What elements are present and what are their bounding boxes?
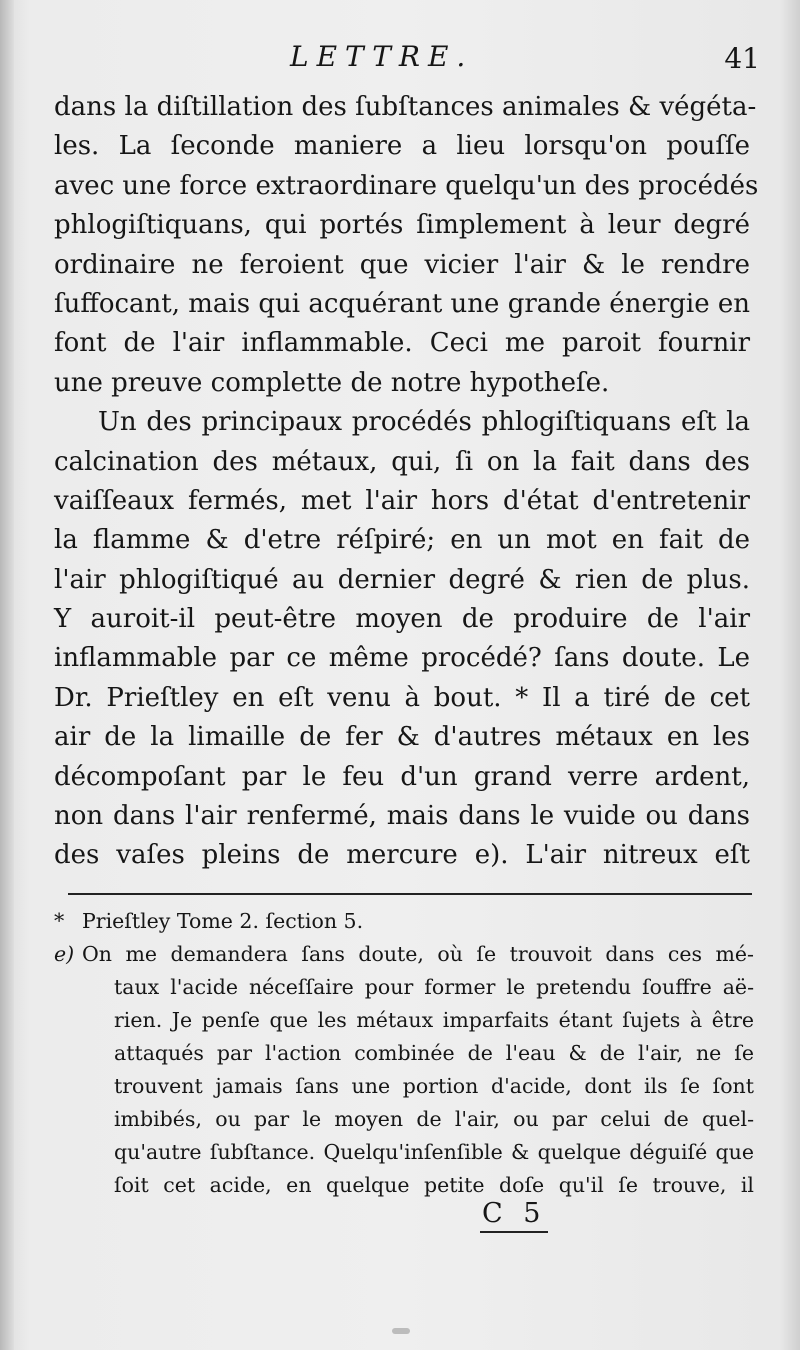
- footnote-text: trouvent jamais ſans une portion d'acide, dont ils ſe ſont: [114, 1074, 754, 1098]
- footnote-text: ſoit cet acide, en quelque petite doſe qu'il ſe trouve, il: [114, 1173, 754, 1197]
- page-edge-shadow: [0, 0, 14, 1350]
- text-line: non dans l'air renfermé, mais dans le vuide ou dans: [54, 801, 750, 832]
- footnote-text: imbibés, ou par le moyen de l'air, ou par celui de quel-: [114, 1107, 754, 1131]
- text-line: vaiſſeaux fermés, met l'air hors d'état d'entretenir: [54, 485, 750, 516]
- text-line: les. La ſeconde maniere a lieu lorsqu'on pouſſe: [54, 131, 750, 162]
- footnote-2-line: [54, 938, 754, 971]
- page-number: 41: [724, 42, 760, 75]
- body-text: [54, 88, 759, 876]
- footnote-text: On me demandera ſans doute, où ſe trouvoit dans ces mé-: [82, 942, 754, 966]
- text-line: ordinaire ne feroient que vicier l'air & le rendre: [54, 249, 750, 280]
- footnote-text: taux l'acide néceſſaire pour former le pretendu ſouffre aë-: [114, 975, 754, 999]
- running-head: LETTRE.: [290, 40, 474, 73]
- text-line: air de la limaille de fer & d'autres métaux en les: [54, 722, 750, 753]
- text-line: Un des principaux procédés phlogiſtiquans eſt la: [98, 407, 750, 438]
- footnote-text: qu'autre ſubſtance. Quelqu'inſenſible & quelque déguiſé que: [114, 1140, 754, 1164]
- text-line: phlogiſtiquans, qui portés ſimplement à leur degré: [54, 210, 750, 241]
- text-line: ſuffocant, mais qui acquérant une grande énergie en: [54, 288, 750, 319]
- footnote-rule: [68, 893, 752, 895]
- text-line: l'air phlogiſtiqué au dernier degré & rien de plus.: [54, 564, 750, 595]
- print-speck: [392, 1328, 410, 1334]
- text-line: décompoſant par le feu d'un grand verre ardent,: [54, 761, 750, 792]
- footnote-text: Prieſtley Tome 2. ſection 5.: [82, 909, 364, 933]
- text-line: la flamme & d'etre réſpiré; en un mot en fait de: [54, 525, 750, 556]
- text-line: inflammable par ce même procédé? ſans doute. Le: [54, 643, 750, 674]
- footnote-1: [54, 905, 754, 938]
- footnote-text: attaqués par l'action combinée de l'eau & de l'air, ne ſe: [114, 1041, 754, 1065]
- text-line: font de l'air inflammable. Ceci me paroit fournir: [54, 328, 750, 359]
- text-line: avec une force extraordinare quelqu'un des procédés: [54, 170, 759, 201]
- text-line: des vaſes pleins de mercure e). L'air nitreux eſt: [54, 840, 750, 871]
- text-line: dans la diſtillation des ſubſtances animales & végéta-: [54, 92, 757, 122]
- text-line: Y auroit-il peut-être moyen de produire de l'air: [54, 604, 750, 635]
- text-line: calcination des métaux, qui, ſi on la fait dans des: [54, 446, 750, 477]
- text-line: Dr. Prieſtley en eſt venu à bout. * Il a tiré de cet: [54, 682, 750, 713]
- footnotes: [54, 905, 754, 1202]
- footnote-marker: e): [54, 942, 75, 966]
- text-line: une preuve complette de notre hypotheſe.: [54, 367, 610, 398]
- footnote-marker: *: [54, 909, 65, 933]
- footnote-text: rien. Je penſe que les métaux imparfaits étant ſujets à être: [114, 1008, 754, 1032]
- signature-mark: C 5: [480, 1197, 548, 1233]
- page-header: [54, 40, 770, 80]
